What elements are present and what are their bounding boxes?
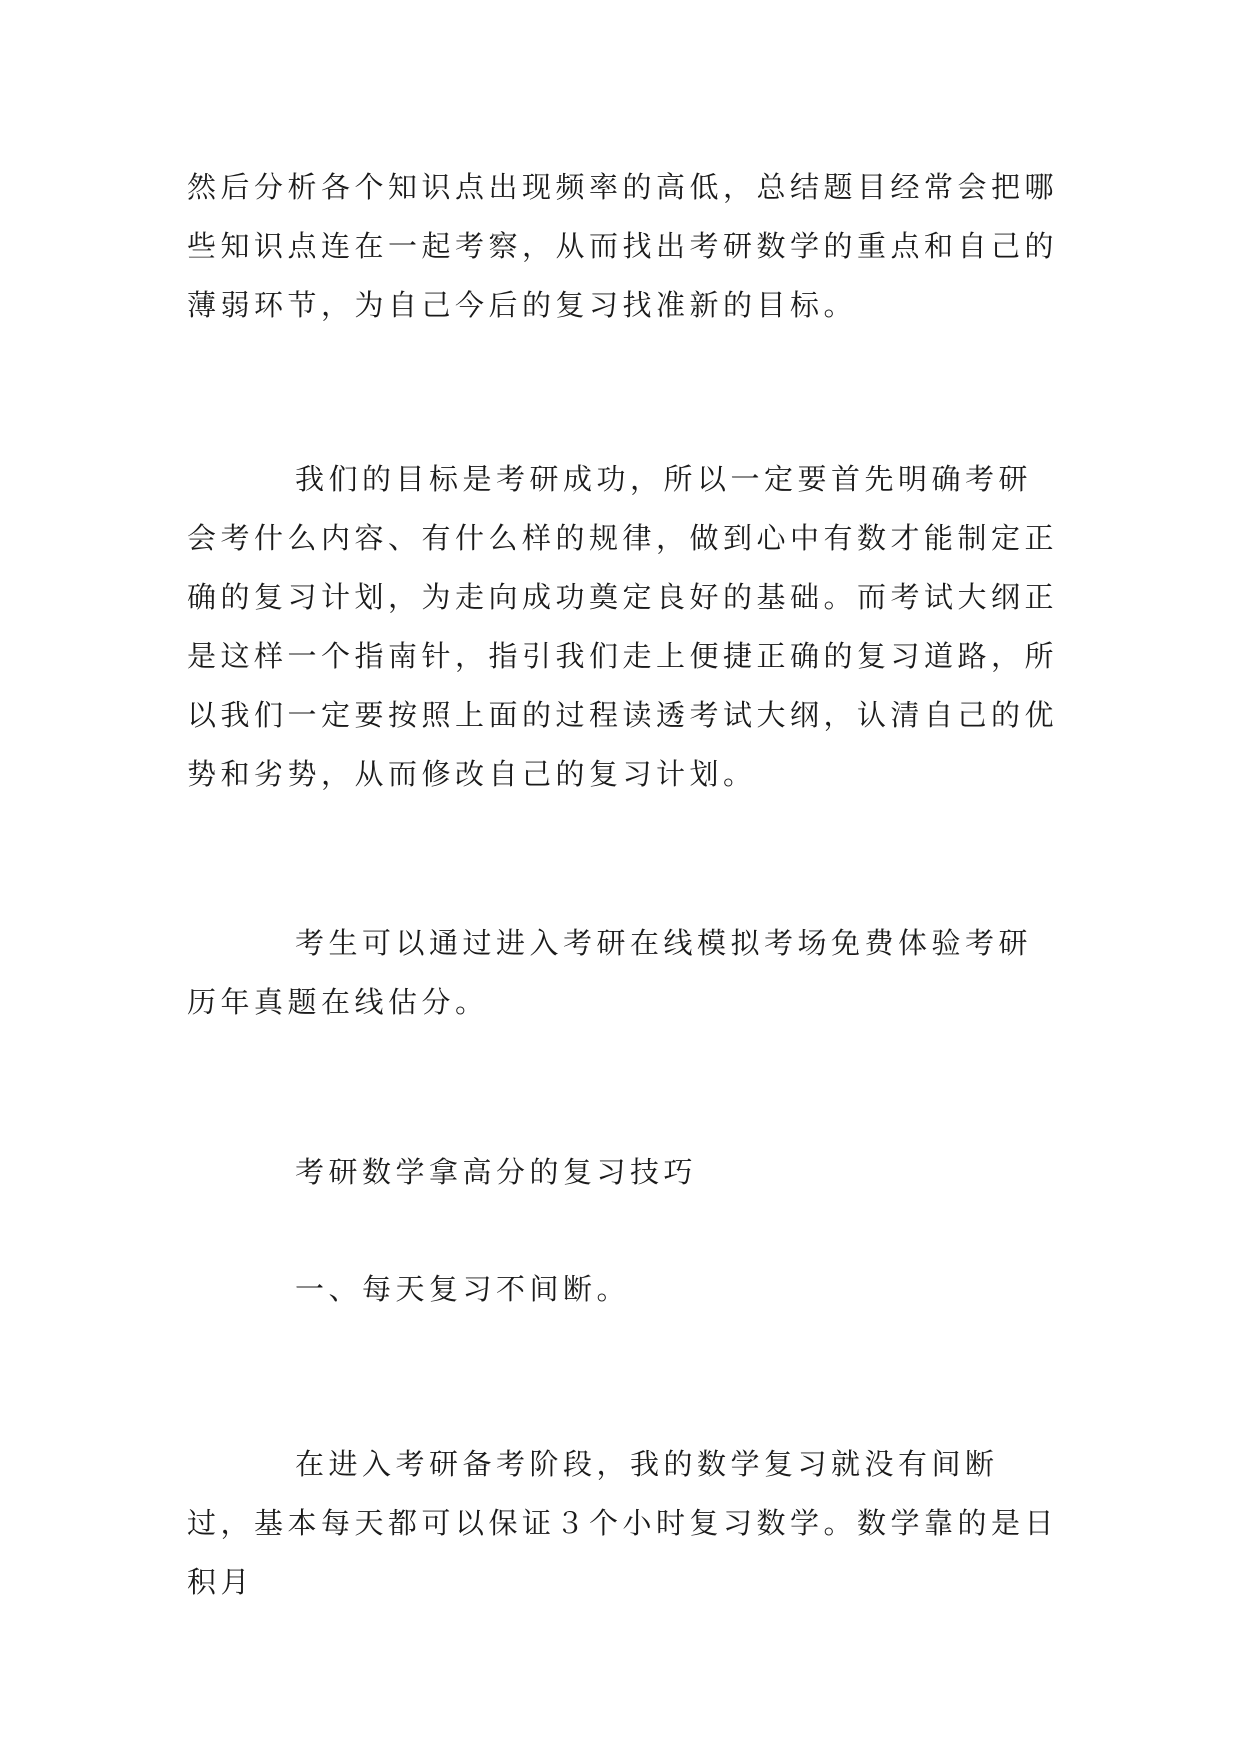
tip-heading-1: 一、每天复习不间断。 — [295, 1272, 631, 1306]
section-heading: 考研数学拿高分的复习技巧 — [295, 1155, 698, 1189]
paragraph-exam-syllabus: 我们的目标是考研成功，所以一定要首先明确考研会考什么内容、有什么样的规律，做到心中有数才能制定正确的复习计划，为走向成功奠定良好的基础。而考试大纲正是这样一个指南针，指引我们走上便捷正确的复习道路，所以我们一定要按照上面的过程读透考试大纲，认清自己的优势和劣势，从而修改自己的复习计划。 — [187, 462, 1059, 791]
paragraph-daily-review: 在进入考研备考阶段，我的数学复习就没有间断过，基本每天都可以保证３个小时复习数学。数学靠的是日积月 — [187, 1447, 1059, 1599]
paragraph-analysis: 然后分析各个知识点出现频率的高低，总结题目经常会把哪些知识点连在一起考察，从而找出考研数学的重点和自己的薄弱环节，为自己今后的复习找准新的目标。 — [187, 170, 1059, 322]
paragraph-online-exam: 考生可以通过进入考研在线模拟考场免费体验考研历年真题在线估分。 — [187, 926, 1033, 1019]
